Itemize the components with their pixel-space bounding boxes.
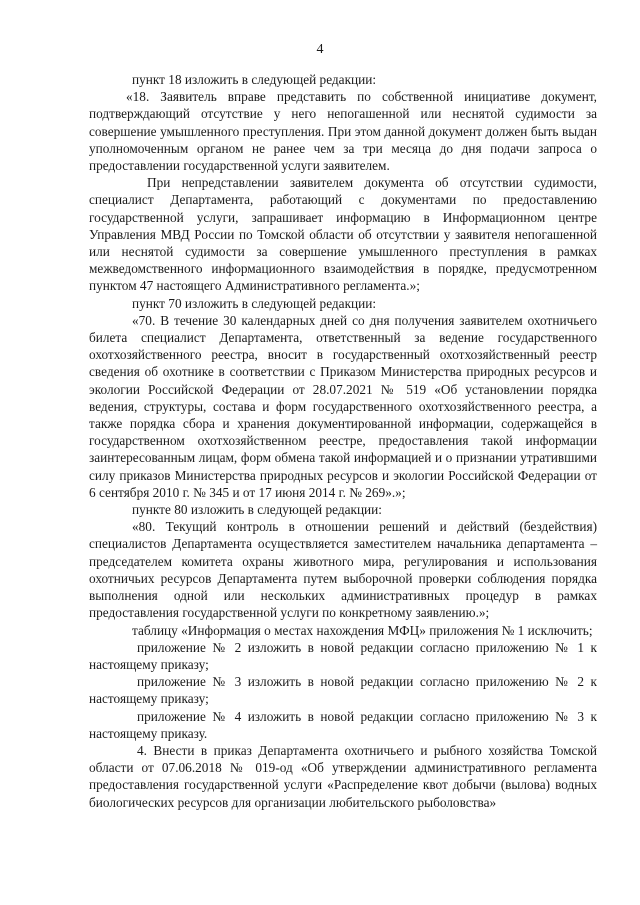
paragraph: таблицу «Информация о местах нахождения МФЦ» приложения № 1 исключить; [132,622,593,638]
paragraph: приложение № 3 изложить в новой редакции согласно приложению № 2 к настоящему приказу; [89,674,597,707]
paragraph: пункте 80 изложить в следующей редакции: [132,502,382,518]
paragraph: пункт 70 изложить в следующей редакции: [132,295,377,311]
paragraph: приложение № 4 изложить в новой редакции согласно приложению № 3 к настоящему приказу. [89,708,597,741]
document-body [89,71,597,811]
paragraph: «70. В течение 30 календарных дней со дня получения заявителем охотничьего билета специалист Департамента, ответственный за ведение государственного охотхозяйственного реестра, вносит в государственный охотхозяйственный реестр сведения об охотнике в соответствии с Приказом Министерства природных ресурсов и экологии Российской Федерации от 28.07.2021 № 519 «Об установлении порядка ведения, структуры, состава и форм государственного охотхозяйственного реестра, а также порядка сбора и хранения документированной информации, содержащейся в государственном охотхозяйственном реестре, предоставления такой информации заинтересованным лицам, форм обмена такой информацией и о признании утратившими силу приказов Министерства природных ресурсов и экологии Российской Федерации от 6 сентября 2010 г. № 345 и от 17 июня 2014 г. № 269».»; [89,312,597,500]
paragraph: приложение № 2 изложить в новой редакции согласно приложению № 1 к настоящему приказу; [89,639,597,672]
paragraph: «18. Заявитель вправе представить по собственной инициативе документ, подтверждающий отсутствие у него непогашенной или неснятой судимости за совершение умышленного преступления. При этом данной документ должен быть выдан уполномоченным органом не ранее чем за три месяца до дня подачи запроса о предоставлении государственной услуги заявителем. [89,89,597,174]
paragraph: 4. Внести в приказ Департамента охотничьего и рыбного хозяйства Томской области от 07.06.2018 № 019-од «Об утверждении административного регламента предоставления государственной услуги «Распределение квот добычи (вылова) водных биологических ресурсов для организации любительского рыболовства» [89,742,597,810]
page-number: 4 [316,42,324,57]
paragraph: При непредставлении заявителем документа об отсутствии судимости, специалист Департамента, работающий с документами по предоставлению государственной услуги, запрашивает информацию в Информационном центре Управления МВД России по Томской области об отсутствии у заявителя непогашенной или неснятой судимости за совершение умышленного преступления в рамках межведомственного информационного взаимодействия в порядке, предусмотренном пунктом 47 настоящего Административного регламента.»; [89,175,597,294]
paragraph: «80. Текущий контроль в отношении решений и действий (бездействия) специалистов Департамента осуществляется заместителем начальника департамента – председателем комитета охраны животного мира, регулирования и использования охотничьих ресурсов Департамента путем выборочной проверки соблюдения порядка выполнения одной или нескольких административных процедур в рамках предоставления государственной услуги по конкретному заявлению.»; [89,519,597,621]
paragraph: пункт 18 изложить в следующей редакции: [132,72,377,87]
